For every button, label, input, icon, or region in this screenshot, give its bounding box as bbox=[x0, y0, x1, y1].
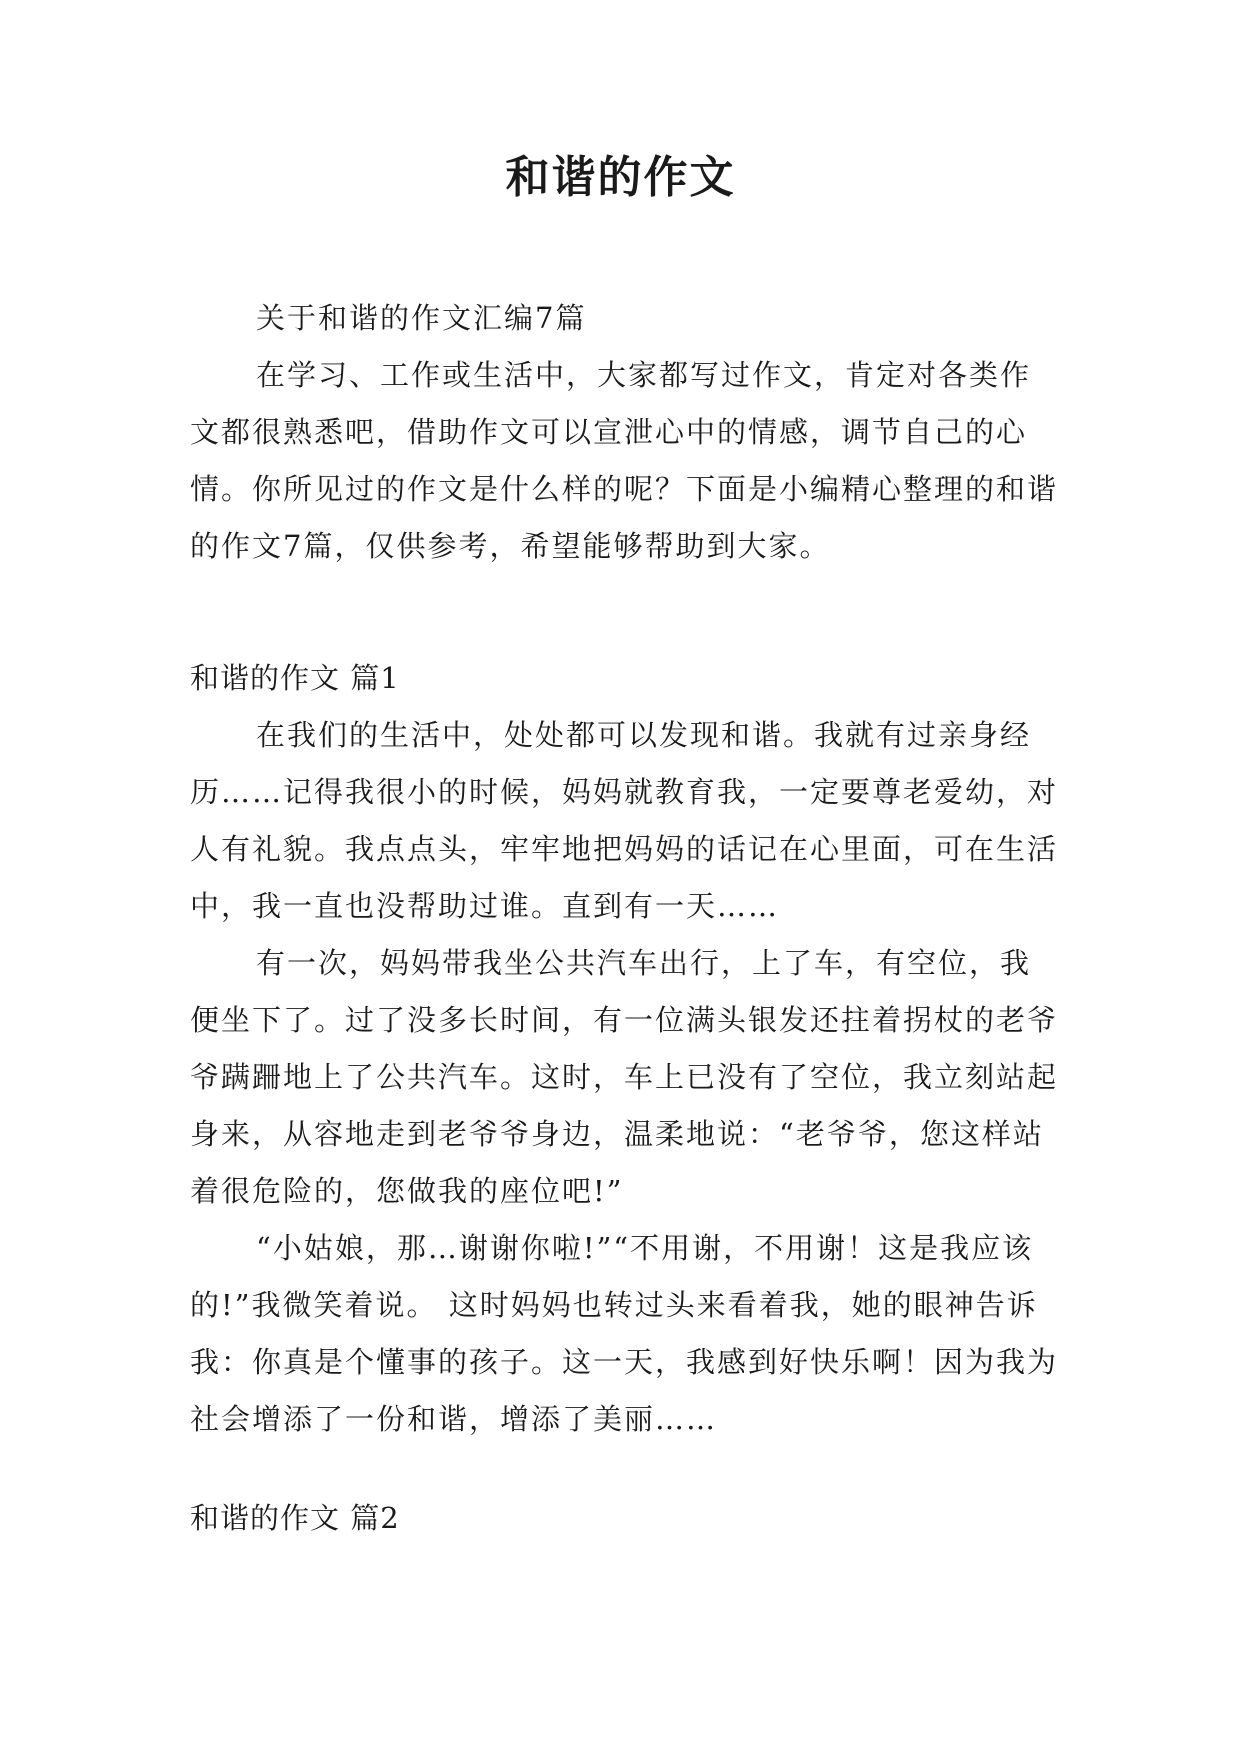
spacer bbox=[190, 575, 1060, 650]
document-title: 和谐的作文 bbox=[505, 152, 736, 203]
document-body bbox=[190, 290, 1060, 1547]
section-1-paragraph-2: 有一次，妈妈带我坐公共汽车出行，上了车，有空位，我便坐下了。过了没多长时间，有一位满头银发还拄着拐杖的老爷爷蹒跚地上了公共汽车。这时，车上已没有了空位，我立刻站起身来，从容地走到老爷爷身边，温柔地说：“老爷爷，您这样站着很危险的，您做我的座位吧!” bbox=[190, 946, 1059, 1208]
section-1-paragraph-1: 在我们的生活中，处处都可以发现和谐。我就有过亲身经历……记得我很小的时候，妈妈就教育我，一定要尊老爱幼，对人有礼貌。我点点头，牢牢地把妈妈的话记在心里面，可在生活中，我一直也没帮助过谁。直到有一天…… bbox=[190, 718, 1059, 923]
intro-paragraph: 在学习、工作或生活中，大家都写过作文，肯定对各类作文都很熟悉吧，借助作文可以宣泄心中的情感，调节自己的心情。你所见过的作文是什么样的呢？下面是小编精心整理的和谐的作文7篇，仅供参考，希望能够帮助到大家。 bbox=[190, 358, 1059, 563]
section-heading-2: 和谐的作文 篇2 bbox=[190, 1501, 400, 1535]
section-heading-1: 和谐的作文 篇1 bbox=[190, 661, 400, 695]
document-subtitle: 关于和谐的作文汇编7篇 bbox=[256, 301, 587, 335]
spacer bbox=[190, 1448, 1060, 1490]
section-1-paragraph-3: “小姑娘，那…谢谢你啦!”“不用谢，不用谢！这是我应该的!”我微笑着说。 这时妈妈也转过头来看着我，她的眼神告诉我：你真是个懂事的孩子。这一天，我感到好快乐啊！因为我为社会增添了一份和谐，增添了美丽…… bbox=[190, 1231, 1059, 1436]
